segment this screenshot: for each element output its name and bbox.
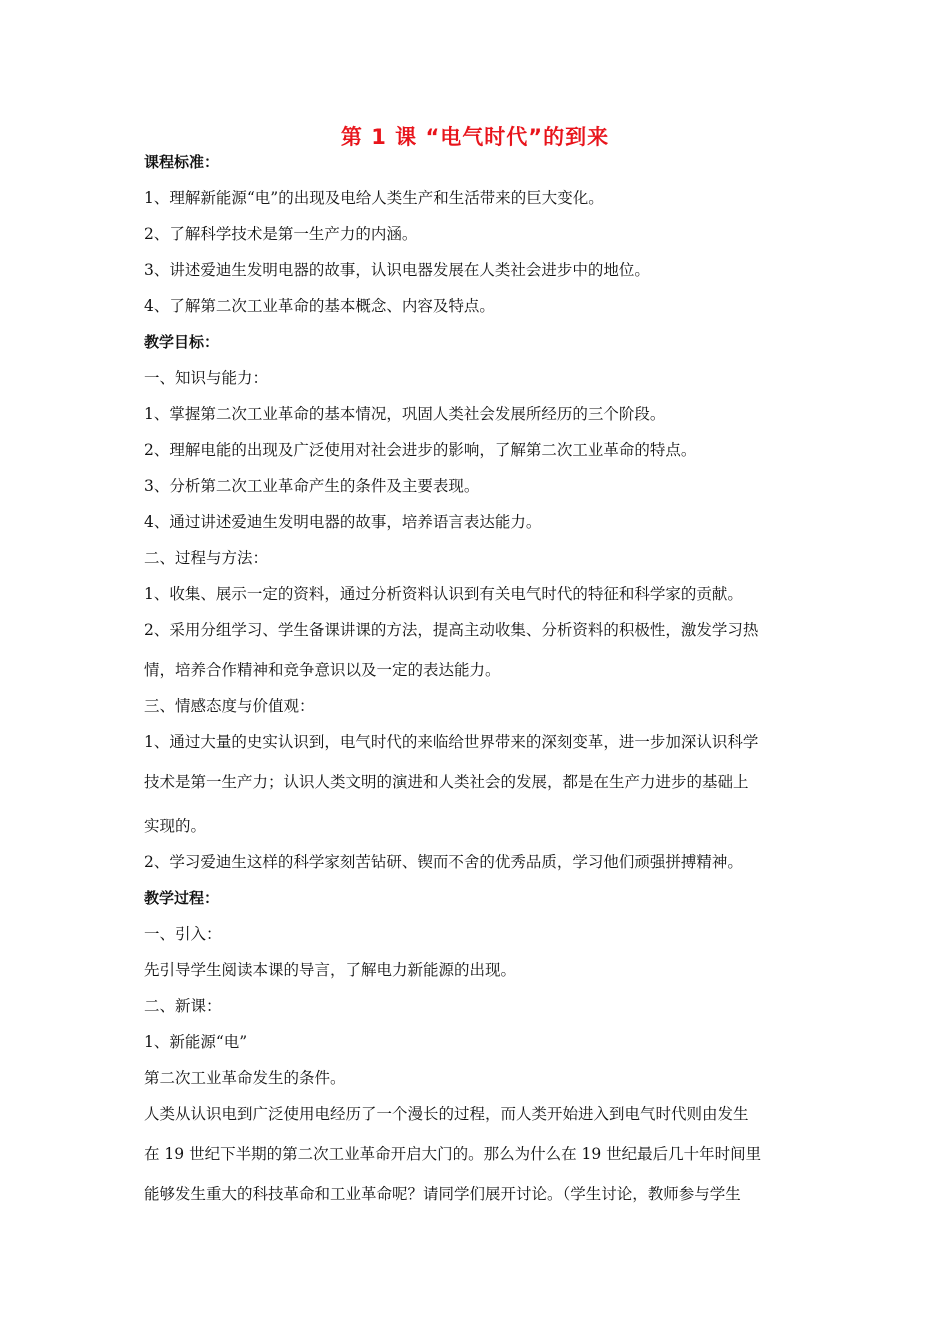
paragraph-line: 实现的。 (144, 817, 207, 835)
paragraph-line: 1、通过大量的史实认识到，电气时代的来临给世界带来的深刻变革，进一步加深认识科学 (144, 733, 759, 751)
subheading-line: 二、过程与方法： (144, 549, 269, 567)
paragraph-line: 4、了解第二次工业革命的基本概念、内容及特点。 (144, 297, 495, 315)
section-heading-teaching-process: 教学过程： (144, 889, 220, 907)
paragraph-line: 2、了解科学技术是第一生产力的内涵。 (144, 225, 418, 243)
paragraph-line: 2、学习爱迪生这样的科学家刻苦钻研、锲而不舍的优秀品质，学习他们顽强拼搏精神。 (144, 853, 743, 871)
subheading-line: 三、情感态度与价值观： (144, 697, 315, 715)
paragraph-line: 2、采用分组学习、学生备课讲课的方法，提高主动收集、分析资料的积极性，激发学习热 (144, 621, 759, 639)
paragraph-line: 第二次工业革命发生的条件。 (144, 1069, 346, 1087)
section-heading-teaching-goals: 教学目标： (144, 333, 220, 351)
subheading-line: 二、新课： (144, 997, 222, 1015)
paragraph-line: 先引导学生阅读本课的导言，了解电力新能源的出现。 (144, 961, 517, 979)
paragraph-line: 1、掌握第二次工业革命的基本情况，巩固人类社会发展所经历的三个阶段。 (144, 405, 666, 423)
section-heading-course-standard: 课程标准： (144, 153, 220, 171)
subheading-line: 一、引入： (144, 925, 222, 943)
paragraph-line: 技术是第一生产力；认识人类文明的演进和人类社会的发展，都是在生产力进步的基础上 (144, 773, 749, 791)
paragraph-line: 3、分析第二次工业革命产生的条件及主要表现。 (144, 477, 480, 495)
paragraph-line: 在 19 世纪下半期的第二次工业革命开启大门的。那么为什么在 19 世纪最后几十年时间里 (144, 1145, 762, 1163)
paragraph-line: 人类从认识电到广泛使用电经历了一个漫长的过程，而人类开始进入到电气时代则由发生 (144, 1105, 749, 1123)
paragraph-line: 情，培养合作精神和竞争意识以及一定的表达能力。 (144, 661, 501, 679)
paragraph-line: 1、收集、展示一定的资料，通过分析资料认识到有关电气时代的特征和科学家的贡献。 (144, 585, 743, 603)
subheading-line: 一、知识与能力： (144, 369, 269, 387)
paragraph-line: 能够发生重大的科技革命和工业革命呢？请同学们展开讨论。（学生讨论，教师参与学生 (144, 1185, 741, 1203)
paragraph-line: 1、理解新能源“电”的出现及电给人类生产和生活带来的巨大变化。 (144, 189, 604, 207)
paragraph-line: 4、通过讲述爱迪生发明电器的故事，培养语言表达能力。 (144, 513, 542, 531)
lesson-title: 第 1 课 “电气时代”的到来 (340, 125, 610, 149)
paragraph-line: 2、理解电能的出现及广泛使用对社会进步的影响，了解第二次工业革命的特点。 (144, 441, 697, 459)
paragraph-line: 1、新能源“电” (144, 1033, 248, 1051)
paragraph-line: 3、讲述爱迪生发明电器的故事，认识电器发展在人类社会进步中的地位。 (144, 261, 650, 279)
